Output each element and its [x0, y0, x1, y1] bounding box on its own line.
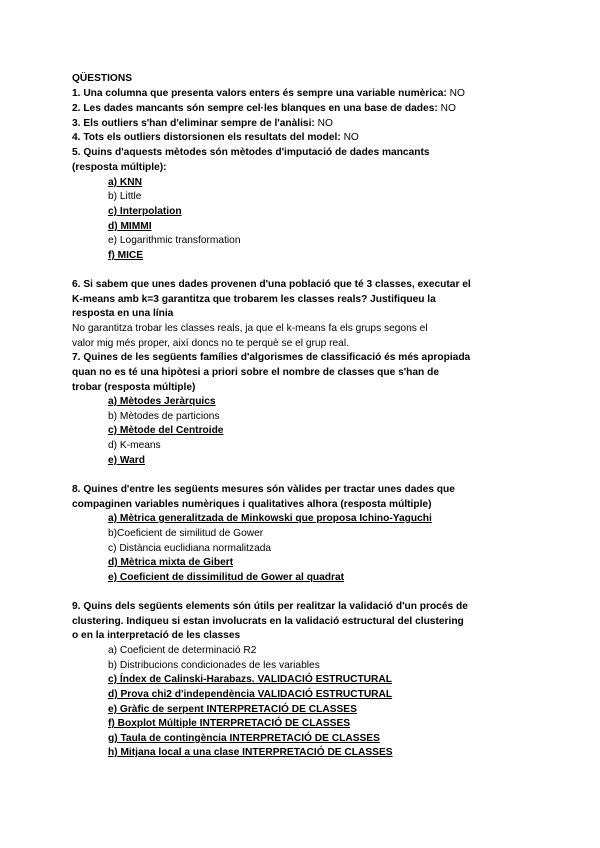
question-7-text: trobar (resposta múltiple) [72, 382, 196, 393]
question-9-option-selected: d) Prova chi2 d'independència VALIDACIÓ ESTRUCTURAL [108, 689, 393, 700]
question-7-option: b) Mètodes de particions [108, 411, 220, 422]
question-7-option-selected: c) Mètode del Centroide [108, 425, 224, 436]
question-2-text: 2. Les dades mancants són sempre cel·les blanques en una base de dades: [72, 103, 438, 114]
question-9-text: o en la interpretació de les classes [72, 630, 241, 641]
question-9-text: 9. Quins dels següents elements són útils per realitzar la validació d'un procés de [72, 601, 468, 612]
question-1 [72, 87, 465, 100]
question-9-option-selected: c) Índex de Calinski-Harabazs. VALIDACIÓ ESTRUCTURAL [108, 674, 392, 685]
question-8-option: b)Coeficient de similitud de Gower [108, 528, 264, 539]
question-8-option-selected: a) Mètrica generalitzada de Minkowski que proposa Ichino-Yaguchi [108, 513, 432, 524]
question-6-answer: No garantitza trobar les classes reals, ja que el k-means fa els grups segons el [72, 323, 428, 334]
question-9-option-selected: g) Taula de contingència INTERPRETACIÓ DE CLASSES [108, 733, 380, 744]
question-6-text: 6. Si sabem que unes dades provenen d'una població que té 3 classes, executar el [72, 279, 471, 290]
question-9-text: clustering. Indiqueu si estan involucrats en la validació estructural del clustering [72, 616, 464, 627]
question-5-option: b) Little [108, 191, 142, 202]
question-4-text: 4. Tots els outliers distorsionen els resultats del model: [72, 132, 341, 143]
question-9-option: b) Distribucions condicionades de les variables [108, 660, 320, 671]
question-7-option-selected: e) Ward [108, 455, 145, 466]
question-5-option-selected: f) MICE [108, 250, 144, 261]
question-3-text: 3. Els outliers s'han d'eliminar sempre de l'anàlisi: [72, 118, 315, 129]
question-2 [72, 102, 456, 115]
question-5-option-selected: a) KNN [108, 177, 142, 188]
question-4-answer: NO [343, 132, 359, 143]
question-7-text: 7. Quines de les següents famílies d'algorismes de classificació és més apropiada [72, 352, 471, 363]
question-9-option-selected: h) Mitjana local a una clase INTERPRETACIÓ DE CLASSES [108, 747, 393, 758]
question-7-text: quan no es té una hipòtesi a priori sobre el nombre de classes que s'han de [72, 367, 440, 378]
question-8-option-selected: e) Coeficient de dissimilitud de Gower al quadrat [108, 572, 345, 583]
question-6-answer: valor mig més proper, així doncs no te perquè se el grup real. [72, 338, 349, 349]
question-5-option-selected: d) MIMMI [108, 221, 152, 232]
question-9-option-selected: e) Gràfic de serpent INTERPRETACIÓ DE CLASSES [108, 704, 357, 715]
question-9-option: a) Coeficient de determinació R2 [108, 645, 257, 656]
question-8-text: 8. Quines d'entre les següents mesures són vàlides per tractar unes dades que [72, 484, 455, 495]
question-1-answer: NO [449, 88, 465, 99]
question-5-text: 5. Quins d'aquests mètodes són mètodes d'imputació de dades mancants [72, 147, 430, 158]
question-7-option: d) K-means [108, 440, 161, 451]
question-8-option-selected: d) Mètrica mixta de Gibert [108, 557, 234, 568]
question-3 [72, 117, 333, 130]
question-5-option: e) Logarithmic transformation [108, 235, 241, 246]
question-5-text: (resposta múltiple): [72, 162, 167, 173]
page-title: QÜESTIONS [72, 73, 133, 84]
question-3-answer: NO [317, 118, 333, 129]
question-8-option: c) Distància euclidiana normalitzada [108, 543, 272, 554]
question-2-answer: NO [440, 103, 456, 114]
question-5-option-selected: c) Interpolation [108, 206, 182, 217]
question-6-text: resposta en una línia [72, 308, 174, 319]
question-4 [72, 131, 359, 144]
question-1-text: 1. Una columna que presenta valors enters és sempre una variable numèrica: [72, 88, 447, 99]
question-6-text: K-means amb k=3 garantitza que trobarem les classes reals? Justifiqueu la [72, 294, 436, 305]
question-7-option-selected: a) Mètodes Jeràrquics [108, 396, 216, 407]
question-9-option-selected: f) Boxplot Múltiple INTERPRETACIÓ DE CLASSES [108, 718, 351, 729]
question-8-text: compaginen variables numèriques i qualitatives alhora (resposta múltiple) [72, 499, 432, 510]
